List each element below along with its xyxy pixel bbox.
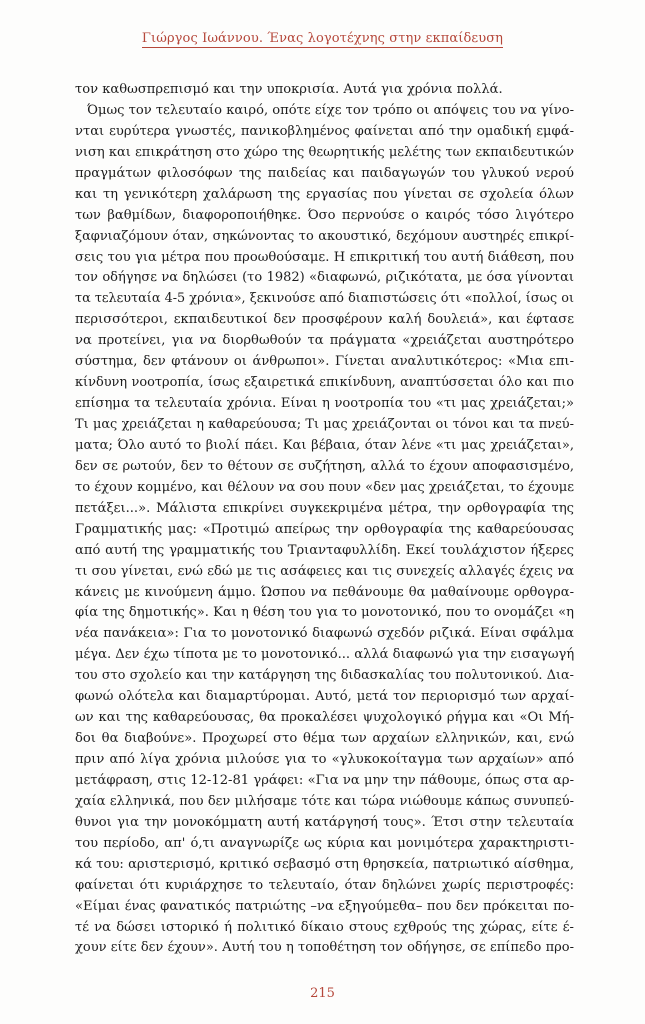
text-line: πραγμάτων φιλοσόφων της παιδείας και παιδαγωγών του γλυκού νερού	[75, 165, 574, 181]
running-header-title: Γιώργος Ιωάννου. Ένας λογοτέχνης στην εκπαίδευση	[141, 31, 504, 46]
body-text	[75, 80, 574, 959]
text-line: χουν είτε δεν έχουν». Αυτή του η τοποθέτηση τον οδήγησε, σε επίπεδο προ-	[75, 940, 574, 956]
text-line: των βαθμίδων, διαφοροποιήθηκε. Όσο περνούσε ο καιρός τόσο λιγότερο	[75, 207, 574, 223]
text-line: Γραμματικής μας: «Προτιμώ απείρως την ορθογραφία της καθαρεύουσας	[75, 521, 574, 537]
text-line: τι σου γίνεται, ενώ εδώ με τις ασάφειες και τις συνεχείς αλλαγές έχεις να	[75, 563, 574, 579]
text-line: νέα πανάκεια»: Για το μονοτονικό διαφωνώ σχεδόν ριζικά. Είναι σφάλμα	[75, 626, 574, 642]
text-line: τα τελευταία 4-5 χρόνια», ξεκινούσε από διαπιστώσεις ότι «πολλοί, ίσως οι	[75, 291, 574, 307]
page-number: 215	[310, 986, 335, 1001]
text-line: σύστημα, δεν φτάνουν οι άνθρωποι». Γίνεται αναλυτικότερος: «Μια επι-	[75, 354, 574, 370]
text-line: φαίνεται ότι κυριάρχησε το τελευταίο, όταν δηλώνει χωρίς περιστροφές:	[75, 877, 574, 893]
text-line: μετάφραση, στις 12-12-81 γράφει: «Για να μην την πάθουμε, όπως στα αρ-	[75, 772, 574, 788]
text-line: και τη γενικότερη χαλάρωση της εργασίας που γίνεται σε σχολεία όλων	[75, 186, 574, 202]
text-line: το έχουν κομμένο, και θέλουν να σου πουν «δεν μας χρειάζεται, το έχουμε	[75, 479, 574, 495]
text-line: κάνεις με κινούμενη άμμο. Ώσπου να πεθάνουμε θα μαθαίνουμε ορθογρα-	[75, 584, 574, 600]
text-line: φία της δημοτικής». Και η θέση του για το μονοτονικό, που το ονομάζει «η	[75, 605, 574, 621]
text-line: περισσότεροι, εκπαιδευτικοί δεν προσφέρουν καλή δουλειά», και έφτασε	[75, 312, 574, 328]
text-line: κίνδυνη νοοτροπία, ίσως εξαιρετικά επικίνδυνη, αναπτύσσεται όλο και πιο	[75, 375, 574, 391]
text-line: μέγα. Δεν έχω τίποτα με το μονοτονικό... αλλά διαφωνώ για την εισαγωγή	[75, 647, 574, 663]
text-line: φωνώ ολότελα και διαμαρτύρομαι. Αυτό, μετά τον περιορισμό των αρχαί-	[75, 689, 574, 705]
text-line: δοι θα διαβούνε». Προχωρεί στο θέμα των αρχαίων ελληνικών, και, ενώ	[75, 731, 574, 747]
text-line: Όμως τον τελευταίο καιρό, οπότε είχε τον τρόπο οι απόψεις του να γίνο-	[87, 102, 574, 118]
text-line: δεν σε ρωτούν, δεν το θέτουν σε συζήτηση, αλλά το έχουν αποφασισμένο,	[75, 458, 574, 474]
text-line: Τι μας χρειάζεται η καθαρεύουσα; Τι μας χρειάζονται οι τόνοι και τα πνεύ-	[75, 417, 574, 432]
text-line: του στο σχολείο και την κατάργηση της διδασκαλίας του πολυτονικού. Δια-	[75, 668, 574, 684]
text-line: του περίοδο, απ' ό,τι αναγνωρίζε ως κύρια και μονιμότερα χαρακτηριστι-	[75, 835, 574, 851]
text-line: πετάξει...». Μάλιστα επικρίνει συγκεκριμένα μέτρα, την ορθογραφία της	[75, 500, 574, 516]
text-line: νιση και επικράτηση στο χώρο της θεωρητικής μελέτης των εκπαιδευτικών	[75, 144, 574, 160]
text-line: κά του: αριστερισμό, κριτικό σεβασμό στη θρησκεία, πατριωτικό αίσθημα,	[75, 856, 574, 872]
text-line: θυνοι για την μονοκόμματη αυτή κατάργησή τους». Έτσι στην τελευταία	[75, 814, 574, 830]
text-line: επίσημα τα τελευταία χρόνια. Είναι η νοοτροπία του «τι μας χρειάζεται;»	[75, 396, 574, 412]
text-line: ξαφνιαζόμουν όταν, σηκώνοντας το ακουστικό, δεχόμουν αυστηρές επικρί-	[75, 228, 574, 244]
text-line: νται ευρύτερα γνωστές, πανικοβλημένος φαίνεται από την ομαδική εμφά-	[75, 123, 574, 139]
text-line: τον καθωσπρεπισμό και την υποκρισία. Αυτά για χρόνια πολλά.	[75, 82, 503, 97]
text-line: σεις του για μέτρα που προωθούσαμε. Η επικριτική του αυτή διάθεση, που	[75, 249, 574, 265]
text-line: ματα; Όλο αυτό το βιολί πάει. Και βέβαια, όταν λένε «τι μας χρειάζεται»,	[75, 437, 574, 453]
text-line: τον οδήγησε να δηλώσει (το 1982) «διαφωνώ, ριζικότατα, με όσα γίνονται	[75, 270, 574, 286]
text-line: «Είμαι ένας φανατικός πατριώτης –να εξηγούμεθα– που δεν πρόκειται πο-	[75, 898, 574, 914]
text-line: από αυτή της γραμματικής του Τριανταφυλλίδη. Εκεί τουλάχιστον ήξερες	[75, 542, 574, 558]
running-header	[0, 31, 645, 46]
text-line: να προτείνει, για να διορθωθούν τα πράγματα «χρειάζεται αυστηρότερο	[75, 333, 574, 349]
text-line: χαία ελληνικά, που δεν μιλήσαμε τότε και τώρα νιώθουμε κάπως συνυπεύ-	[75, 793, 574, 809]
text-line: ων και της καθαρεύουσας, θα προκαλέσει ψυχολογικό ρήγμα και «Οι Μή-	[75, 710, 574, 726]
text-line: πριν από λίγα χρόνια μιλούσε για το «γλυκοκοίταγμα των αρχαίων» από	[75, 752, 574, 767]
text-line: τέ να δώσει ιστορικό ή πολιτικό δίκαιο στους εχθρούς της χώρας, είτε έ-	[75, 919, 574, 935]
